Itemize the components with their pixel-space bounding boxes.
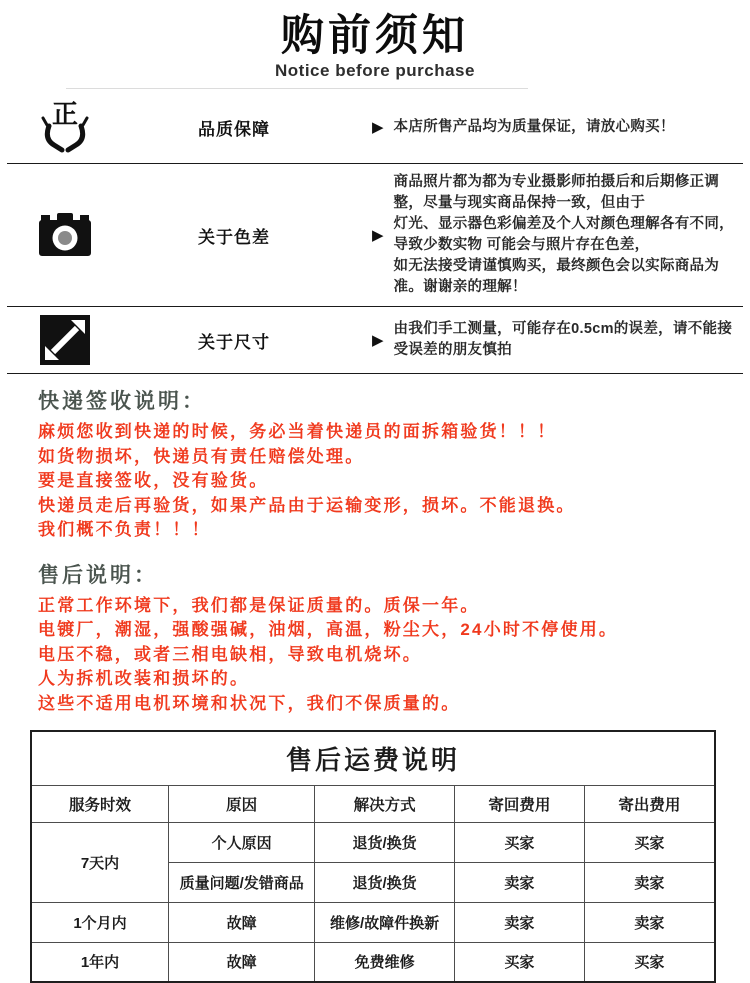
page-subtitle: Notice before purchase — [275, 61, 475, 80]
page-title: 购前须知 — [281, 12, 469, 60]
notice-label: 关于尺寸 — [198, 332, 270, 352]
notice-label: 关于色差 — [198, 227, 270, 247]
delivery-note-line: 要是直接签收，没有验货。 — [38, 471, 269, 490]
arrow-right-icon: ▶ — [372, 119, 384, 136]
table-header-row — [31, 785, 715, 822]
col-header-send-fee: 寄出费用 — [584, 785, 715, 822]
delivery-signoff-section — [0, 385, 750, 543]
delivery-note-line: 快递员走后再验货，如果产品由于运输变形，损坏。不能退换。 — [38, 495, 576, 515]
cell-reason: 故障 — [168, 942, 314, 982]
cell-service-time: 7天内 — [31, 822, 168, 902]
notice-row-size — [7, 307, 743, 374]
delivery-note-line: 我们概不负责！！！ — [38, 520, 211, 539]
col-header-service-time: 服务时效 — [31, 785, 168, 822]
delivery-note-line: 麻烦您收到快递的时候，务必当着快递员的面拆箱验货！！！ — [38, 422, 557, 441]
notice-text — [394, 117, 739, 138]
aftersale-note-line: 电压不稳，或者三相电缺相，导致电机烧坏。 — [38, 644, 422, 664]
cell-solution: 免费维修 — [315, 942, 455, 982]
notice-text — [394, 319, 739, 361]
cell-return-fee: 卖家 — [454, 902, 584, 942]
aftersale-note-line: 正常工作环境下，我们都是保证质量的。质保一年。 — [38, 595, 480, 615]
cell-return-fee: 买家 — [454, 822, 584, 862]
delivery-note-line: 如货物损坏，快递员有责任赔偿处理。 — [38, 446, 365, 466]
notice-text-line: 商品照片都为都为专业摄影师拍摄后和后期修正调整，尽量与现实商品保持一致，但由于 — [393, 174, 720, 211]
cell-solution: 退货/换货 — [315, 822, 455, 862]
aftersale-note-line: 电镀厂，潮湿，强酸强碱，油烟，高温，粉尘大，24小时不停使用。 — [38, 620, 619, 639]
notice-row-color — [7, 164, 743, 307]
cell-send-fee: 买家 — [584, 822, 715, 862]
col-header-return-fee: 寄回费用 — [454, 785, 584, 822]
cell-send-fee: 卖家 — [584, 862, 715, 902]
notice-text-line: 灯光、显示器色彩偏差及个人对颜色理解各有不同，导致少数实物 可能会与照片存在色差， — [393, 216, 734, 253]
diagonal-measure-arrow-icon — [36, 315, 94, 365]
cell-return-fee: 卖家 — [454, 862, 584, 902]
aftersale-note-line: 这些不适用电机环境和状况下，我们不保质量的。 — [38, 693, 461, 713]
cell-reason: 故障 — [168, 902, 314, 942]
col-header-solution: 解决方式 — [315, 785, 455, 822]
table-title: 售后运费说明 — [31, 731, 715, 785]
cell-solution: 维修/故障件换新 — [315, 902, 455, 942]
cell-send-fee: 买家 — [584, 942, 715, 982]
aftersale-section-heading: 售后说明： — [38, 563, 158, 587]
page-header — [0, 0, 750, 89]
cell-send-fee: 卖家 — [584, 902, 715, 942]
col-header-reason: 原因 — [168, 785, 314, 822]
cell-reason: 质量问题/发错商品 — [168, 862, 314, 902]
notice-text — [394, 172, 739, 298]
camera-icon — [36, 211, 94, 259]
table-title-row — [31, 731, 715, 785]
shipping-fee-table — [30, 730, 716, 983]
notice-list — [7, 91, 743, 374]
hands-holding-authentic-icon — [36, 99, 94, 155]
arrow-right-icon: ▶ — [372, 227, 384, 244]
notice-text-line: 如无法接受请谨慎购买，最终颜色会以实际商品为准。谢谢亲的理解！ — [393, 258, 720, 295]
cell-reason: 个人原因 — [168, 822, 314, 862]
aftersale-section — [0, 559, 750, 717]
cell-return-fee: 买家 — [454, 942, 584, 982]
cell-service-time: 1年内 — [31, 942, 168, 982]
aftersale-note-line: 人为拆机改装和损坏的。 — [38, 669, 250, 688]
notice-row-quality — [7, 91, 743, 164]
header-divider — [66, 88, 528, 89]
arrow-right-icon: ▶ — [372, 332, 384, 349]
table-row — [31, 942, 715, 982]
cell-solution: 退货/换货 — [315, 862, 455, 902]
table-row — [31, 902, 715, 942]
delivery-section-heading: 快递签收说明： — [38, 390, 206, 413]
table-row — [31, 822, 715, 862]
svg-text:正: 正 — [51, 100, 79, 130]
cell-service-time: 1个月内 — [31, 902, 168, 942]
notice-label: 品质保障 — [198, 119, 270, 139]
notice-text-line: 本店所售产品均为质量保证，请放心购买！ — [393, 118, 675, 135]
notice-text-line: 由我们手工测量，可能存在0.5cm的误差，请不能接受误差的朋友慎拍 — [393, 321, 733, 358]
